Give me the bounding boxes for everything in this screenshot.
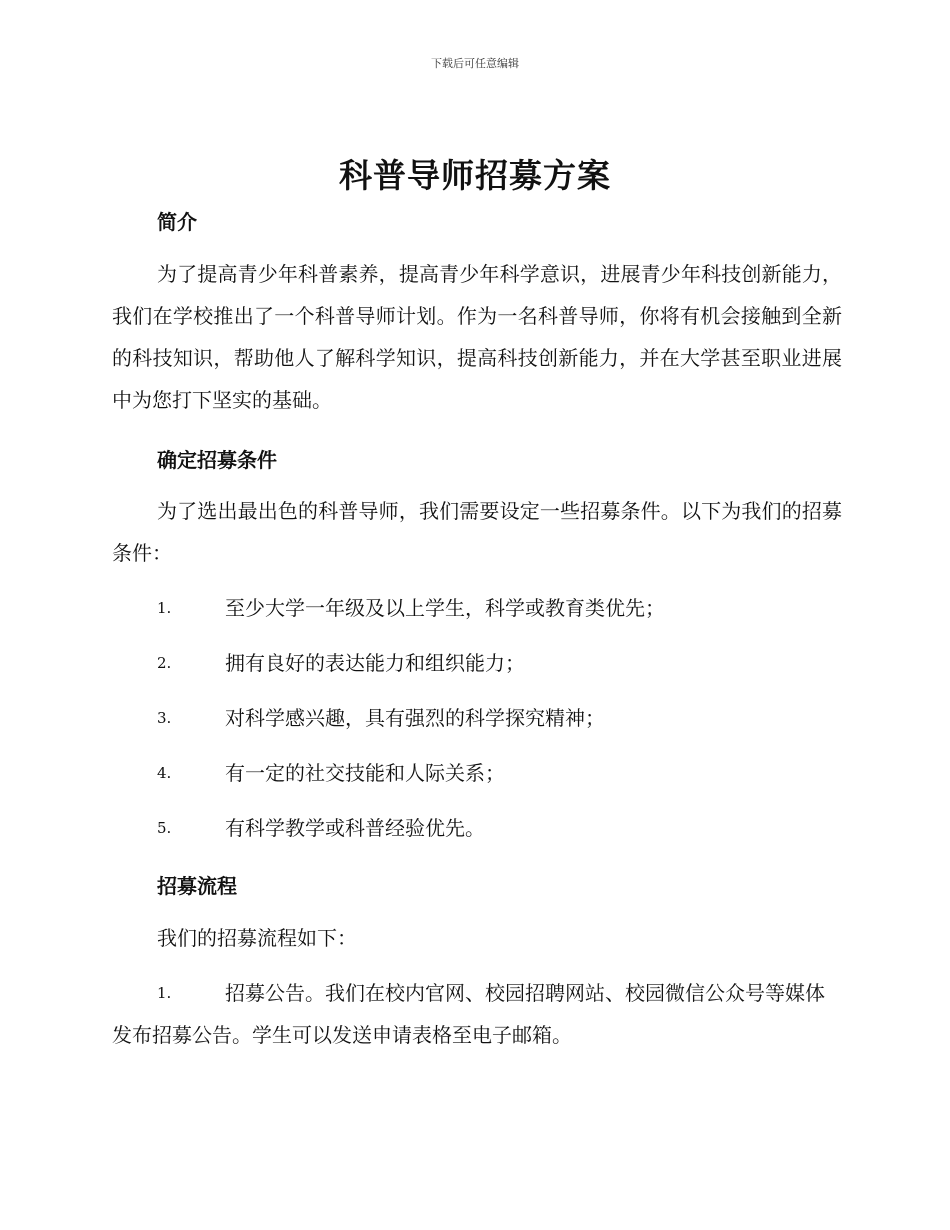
criteria-list-item [112, 697, 842, 739]
section-heading-intro: 简介 [157, 210, 197, 234]
list-text: 有科学教学或科普经验优先。 [225, 816, 485, 840]
criteria-list-item [112, 642, 842, 684]
list-text: 招募公告。我们在校内官网、校园招聘网站、校园微信公众号等媒体发布招募公告。学生可以发送申请表格至电子邮箱。 [112, 981, 825, 1047]
list-number: 1. [157, 599, 172, 617]
intro-paragraph: 为了提高青少年科普素养，提高青少年科学意识，进展青少年科技创新能力，我们在学校推出了一个科普导师计划。作为一名科普导师，你将有机会接触到全新的科技知识，帮助他人了解科学知识，提高科技创新能力，并在大学甚至职业进展中为您打下坚实的基础。 [112, 262, 842, 412]
process-list-item [112, 972, 842, 1056]
process-paragraph: 我们的招募流程如下： [157, 926, 357, 950]
list-text: 拥有良好的表达能力和组织能力； [225, 651, 525, 675]
list-number: 4. [157, 764, 172, 782]
list-number: 2. [157, 654, 172, 672]
list-text: 至少大学一年级及以上学生，科学或教育类优先； [225, 596, 665, 620]
document-title: 科普导师招募方案 [339, 156, 611, 195]
criteria-list-item [112, 587, 842, 629]
list-text: 有一定的社交技能和人际关系； [225, 761, 505, 785]
list-number: 5. [157, 819, 172, 837]
list-number: 3. [157, 709, 172, 727]
header-note: 下载后可任意编辑 [431, 57, 519, 70]
criteria-paragraph: 为了选出最出色的科普导师，我们需要设定一些招募条件。以下为我们的招募条件： [112, 499, 842, 565]
list-text: 对科学感兴趣，具有强烈的科学探究精神； [225, 706, 605, 730]
section-heading-criteria: 确定招募条件 [157, 448, 277, 472]
criteria-list-item [112, 807, 842, 849]
section-heading-process: 招募流程 [157, 874, 237, 898]
criteria-list-item [112, 752, 842, 794]
list-number: 1. [157, 984, 172, 1002]
